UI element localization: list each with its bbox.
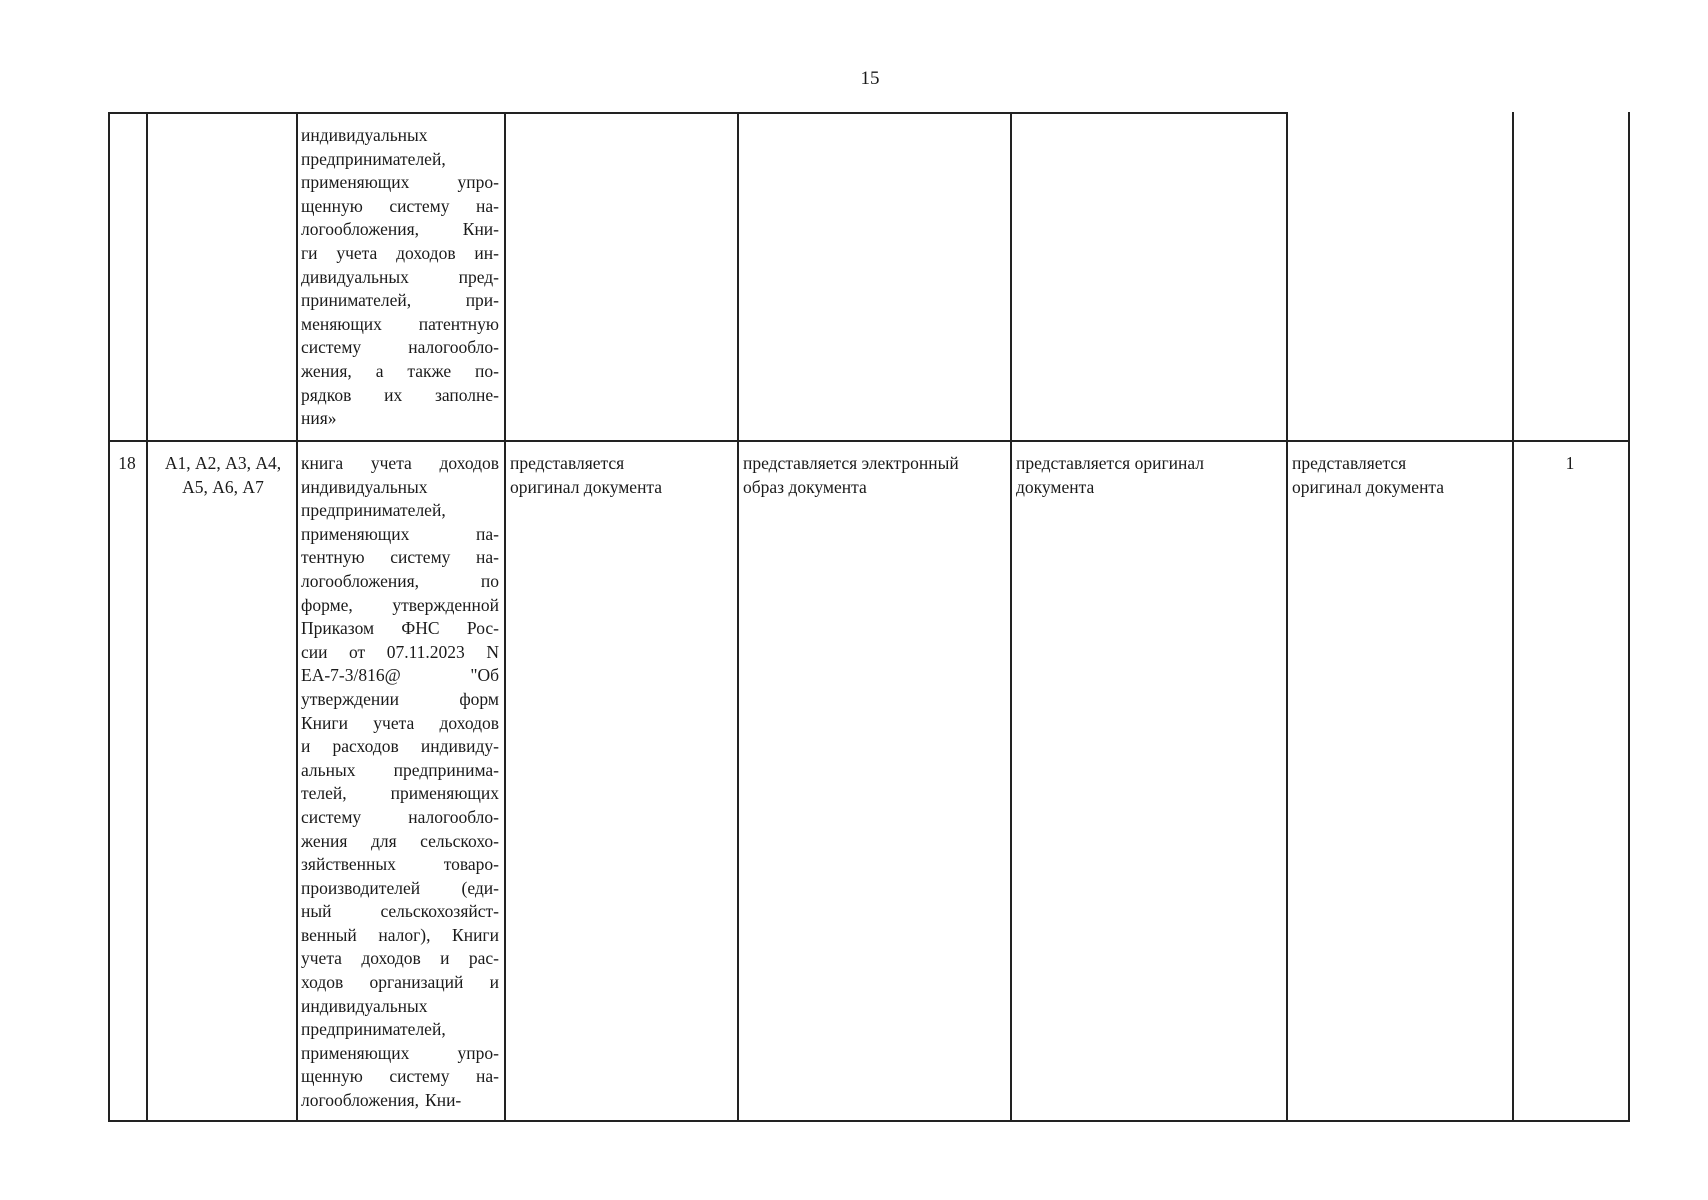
codes-line-1: А1, А2, А3, А4, xyxy=(164,453,282,473)
description-line: предпринимателей, xyxy=(301,500,446,521)
column-6-cell xyxy=(1016,452,1280,499)
continued-description xyxy=(301,124,499,431)
description-line: логообложения, Кни- xyxy=(301,1090,462,1111)
description-line: альных предпринима- xyxy=(301,759,499,780)
col-border-6 xyxy=(1286,112,1288,1122)
row-18-description xyxy=(301,452,499,1113)
description-line: предпринимателей, xyxy=(301,148,446,169)
col-border-8 xyxy=(1628,112,1630,1122)
description-line: зяйственных товаро- xyxy=(301,854,499,875)
col-border-4 xyxy=(737,112,739,1122)
description-line: щенную систему на- xyxy=(301,195,499,216)
column-8-cell: 1 xyxy=(1565,453,1575,473)
description-line: логообложения, Кни- xyxy=(301,219,499,240)
description-line: ный сельскохозяйст- xyxy=(301,901,499,922)
column-5-line-1: представляется электронный xyxy=(743,453,959,473)
column-6-line-1: представляется оригинал xyxy=(1016,453,1205,473)
page-number: 15 xyxy=(860,68,880,89)
description-line: венный налог), Книги xyxy=(301,924,499,945)
description-line: Приказом ФНС Рос- xyxy=(301,618,499,639)
description-line: книга учета доходов xyxy=(301,453,499,473)
description-line: жения, а также по- xyxy=(301,360,499,381)
description-line: утверждении форм xyxy=(301,688,499,709)
column-7-line-2: оригинал документа xyxy=(1292,476,1445,497)
description-line: ходов организаций и xyxy=(301,972,499,993)
description-line: систему налогообло- xyxy=(301,337,499,358)
description-line: ЕА-7-3/816@ "Об xyxy=(301,665,499,686)
description-line: ния» xyxy=(301,408,337,429)
col-border-2 xyxy=(296,112,298,1122)
description-line: индивидуальных xyxy=(301,995,428,1016)
column-4-line-2: оригинал документа xyxy=(510,476,663,497)
column-4-line-1: представляется xyxy=(510,453,625,473)
description-line: применяющих упро- xyxy=(301,172,499,193)
column-5-cell xyxy=(743,452,1007,499)
table-bottom-border xyxy=(108,1120,1628,1122)
description-line: учета доходов и рас- xyxy=(301,948,499,969)
description-line: сии от 07.11.2023 N xyxy=(301,641,499,662)
description-line: жения для сельскохо- xyxy=(301,830,499,851)
col-border-1 xyxy=(146,112,148,1122)
description-line: ги учета доходов ин- xyxy=(301,242,499,263)
description-line: дивидуальных пред- xyxy=(301,266,499,287)
description-line: предпринимателей, xyxy=(301,1019,446,1040)
column-7-line-1: представляется xyxy=(1292,453,1407,473)
description-line: и расходов индивиду- xyxy=(301,736,499,757)
codes-line-2: А5, А6, А7 xyxy=(182,476,264,497)
column-6-line-2: документа xyxy=(1016,476,1095,497)
description-line: применяющих па- xyxy=(301,523,499,544)
description-line: производителей (еди- xyxy=(301,877,499,898)
col-border-0 xyxy=(108,112,110,1122)
description-line: применяющих упро- xyxy=(301,1042,499,1063)
description-line: индивидуальных xyxy=(301,125,428,145)
column-7-cell xyxy=(1292,452,1508,499)
col-border-7 xyxy=(1512,112,1514,1122)
description-line: меняющих патентную xyxy=(301,313,499,334)
column-5-line-2: образ документа xyxy=(743,476,867,497)
column-4-cell xyxy=(510,452,734,499)
description-line: тентную систему на- xyxy=(301,547,499,568)
document-table xyxy=(108,112,1628,1122)
description-line: индивидуальных xyxy=(301,476,428,497)
description-line: телей, применяющих xyxy=(301,783,499,804)
description-line: щенную систему на- xyxy=(301,1066,499,1087)
description-line: рядков их заполне- xyxy=(301,384,499,405)
description-line: логообложения, по xyxy=(301,570,499,591)
col-border-3 xyxy=(504,112,506,1122)
codes-cell xyxy=(152,452,294,499)
table-top-border xyxy=(108,112,1288,114)
description-line: Книги учета доходов xyxy=(301,712,499,733)
row-separator xyxy=(108,440,1628,442)
description-line: форме, утвержденной xyxy=(301,594,499,615)
description-line: систему налогообло- xyxy=(301,806,499,827)
col-border-5 xyxy=(1010,112,1012,1122)
description-line: принимателей, при- xyxy=(301,290,499,311)
row-number: 18 xyxy=(118,453,136,473)
